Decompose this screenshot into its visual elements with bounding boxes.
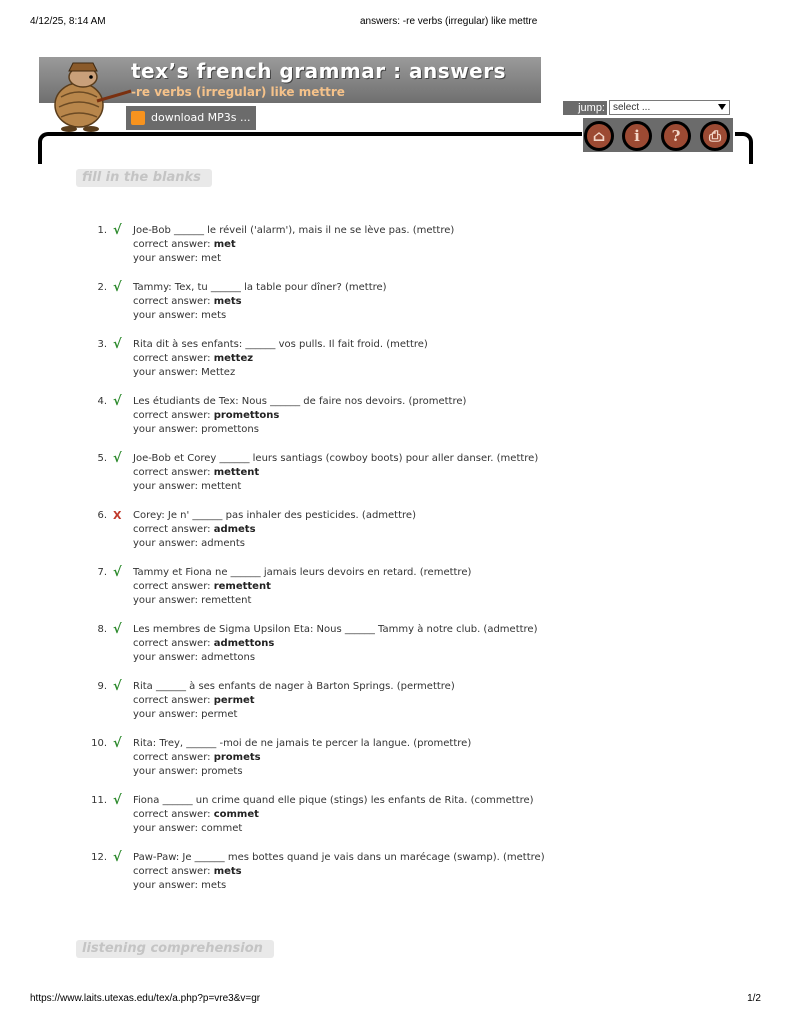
cross-icon: X xyxy=(113,509,122,522)
your-answer: Mettez xyxy=(201,367,236,378)
your-answer: permet xyxy=(201,709,238,720)
question-number: 3. xyxy=(97,339,107,350)
check-icon: √ xyxy=(113,337,122,352)
help-icon[interactable]: ? xyxy=(661,121,691,151)
check-icon: √ xyxy=(113,280,122,295)
correct-answer-line: correct answer: mettent xyxy=(133,467,260,478)
your-answer-line: your answer: adments xyxy=(133,538,246,549)
question-prompt: Rita dit à ses enfants: ______ vos pulls. Il fait froid. (mettre) xyxy=(133,339,428,350)
correct-answer-line: correct answer: commet xyxy=(133,809,259,820)
download-mp3-label: download MP3s ... xyxy=(151,111,251,124)
question-prompt: Joe-Bob ______ le réveil ('alarm'), mais il ne se lève pas. (mettre) xyxy=(133,225,455,236)
list-item xyxy=(80,851,720,908)
list-item xyxy=(80,509,720,566)
question-prompt: Fiona ______ un crime quand elle pique (stings) les enfants de Rita. (commettre) xyxy=(133,795,534,806)
correct-answer: promets xyxy=(213,752,261,763)
correct-answer-line: correct answer: admets xyxy=(133,524,256,535)
correct-answer-line: correct answer: mettez xyxy=(133,353,254,364)
info-icon[interactable]: i xyxy=(622,121,652,151)
question-number: 11. xyxy=(91,795,107,806)
rss-icon xyxy=(131,111,145,125)
your-answer: remettent xyxy=(201,595,252,606)
your-answer-line: your answer: mets xyxy=(133,880,227,891)
your-answer: mettent xyxy=(201,481,242,492)
question-number: 10. xyxy=(91,738,107,749)
list-item xyxy=(80,338,720,395)
jump-label: jump: xyxy=(563,101,607,115)
question-number: 12. xyxy=(91,852,107,863)
your-answer: promettons xyxy=(201,424,259,435)
correct-answer: mets xyxy=(213,866,242,877)
chevron-down-icon xyxy=(718,104,726,110)
list-item xyxy=(80,395,720,452)
check-icon: √ xyxy=(113,622,122,637)
correct-answer-line: correct answer: promets xyxy=(133,752,261,763)
check-icon: √ xyxy=(113,394,122,409)
question-list xyxy=(80,224,720,908)
question-number: 5. xyxy=(97,453,107,464)
list-item xyxy=(80,737,720,794)
armadillo-mascot-icon xyxy=(39,57,134,134)
your-answer-line: your answer: admettons xyxy=(133,652,256,663)
correct-answer-line: correct answer: promettons xyxy=(133,410,280,421)
frame-corner-left xyxy=(38,132,54,164)
list-item xyxy=(80,566,720,623)
your-answer: mets xyxy=(201,310,227,321)
your-answer: mets xyxy=(201,880,227,891)
question-prompt: Tammy: Tex, tu ______ la table pour dîner? (mettre) xyxy=(133,282,387,293)
correct-answer: admettons xyxy=(213,638,275,649)
correct-answer-line: correct answer: mets xyxy=(133,866,242,877)
correct-answer: admets xyxy=(213,524,256,535)
print-header xyxy=(30,16,761,32)
frame-corner-right xyxy=(735,132,753,164)
correct-answer-line: correct answer: admettons xyxy=(133,638,275,649)
your-answer: adments xyxy=(201,538,246,549)
question-prompt: Les membres de Sigma Upsilon Eta: Nous ______ Tammy à notre club. (admettre) xyxy=(133,624,538,635)
print-page-number: 1/2 xyxy=(747,993,761,1004)
your-answer-line: your answer: remettent xyxy=(133,595,252,606)
list-item xyxy=(80,224,720,281)
print-page-title: answers: -re verbs (irregular) like mettre xyxy=(360,16,538,27)
correct-answer: mets xyxy=(213,296,242,307)
question-number: 1. xyxy=(97,225,107,236)
your-answer-line: your answer: met xyxy=(133,253,221,264)
correct-answer-line: correct answer: remettent xyxy=(133,581,271,592)
your-answer-line: your answer: promets xyxy=(133,766,243,777)
question-number: 6. xyxy=(97,510,107,521)
jump-select[interactable] xyxy=(609,100,730,115)
question-prompt: Rita ______ à ses enfants de nager à Barton Springs. (permettre) xyxy=(133,681,455,692)
question-prompt: Joe-Bob et Corey ______ leurs santiags (cowboy boots) pour aller danser. (mettre) xyxy=(133,453,539,464)
correct-answer: promettons xyxy=(213,410,280,421)
your-answer: commet xyxy=(201,823,243,834)
question-prompt: Rita: Trey, ______ -moi de ne jamais te percer la langue. (promettre) xyxy=(133,738,472,749)
question-number: 7. xyxy=(97,567,107,578)
list-item xyxy=(80,452,720,509)
correct-answer: mettez xyxy=(213,353,254,364)
question-prompt: Les étudiants de Tex: Nous ______ de faire nos devoirs. (promettre) xyxy=(133,396,467,407)
correct-answer-line: correct answer: permet xyxy=(133,695,255,706)
check-icon: √ xyxy=(113,223,122,238)
your-answer: promets xyxy=(201,766,243,777)
your-answer-line: your answer: promettons xyxy=(133,424,259,435)
print-url: https://www.laits.utexas.edu/tex/a.php?p=vre3&v=gr xyxy=(30,993,261,1004)
list-item xyxy=(80,623,720,680)
check-icon: √ xyxy=(113,679,122,694)
question-prompt: Corey: Je n' ______ pas inhaler des pesticides. (admettre) xyxy=(133,510,416,521)
page-subtitle: -re verbs (irregular) like mettre xyxy=(131,85,345,99)
list-item xyxy=(80,281,720,338)
your-answer-line: your answer: commet xyxy=(133,823,243,834)
question-prompt: Tammy et Fiona ne ______ jamais leurs devoirs en retard. (remettre) xyxy=(133,567,472,578)
question-number: 4. xyxy=(97,396,107,407)
print-icon[interactable]: ⎙ xyxy=(700,121,730,151)
jump-select-value: select ... xyxy=(613,102,651,113)
correct-answer: remettent xyxy=(213,581,271,592)
check-icon: √ xyxy=(113,565,122,580)
your-answer-line: your answer: mets xyxy=(133,310,227,321)
your-answer-line: your answer: mettent xyxy=(133,481,242,492)
correct-answer: commet xyxy=(213,809,259,820)
correct-answer-line: correct answer: met xyxy=(133,239,236,250)
list-item xyxy=(80,680,720,737)
question-number: 9. xyxy=(97,681,107,692)
site-title: tex’s french grammar : answers xyxy=(131,59,506,83)
correct-answer: mettent xyxy=(213,467,260,478)
your-answer-line: your answer: Mettez xyxy=(133,367,236,378)
question-number: 2. xyxy=(97,282,107,293)
list-item xyxy=(80,794,720,851)
correct-answer-line: correct answer: mets xyxy=(133,296,242,307)
frame-top-line xyxy=(52,132,582,136)
your-answer: met xyxy=(201,253,221,264)
download-mp3-button[interactable] xyxy=(126,106,256,130)
section-listening-comprehension: listening comprehension xyxy=(76,940,274,958)
check-icon: √ xyxy=(113,850,122,865)
check-icon: √ xyxy=(113,451,122,466)
your-answer-line: your answer: permet xyxy=(133,709,238,720)
your-answer: admettons xyxy=(201,652,256,663)
print-datetime: 4/12/25, 8:14 AM xyxy=(30,16,106,27)
check-icon: √ xyxy=(113,793,122,808)
check-icon: √ xyxy=(113,736,122,751)
section-fill-in-the-blanks: fill in the blanks xyxy=(76,169,212,187)
question-number: 8. xyxy=(97,624,107,635)
correct-answer: permet xyxy=(213,695,255,706)
home-icon[interactable]: ⌂ xyxy=(584,121,614,151)
correct-answer: met xyxy=(213,239,236,250)
question-prompt: Paw-Paw: Je ______ mes bottes quand je vais dans un marécage (swamp). (mettre) xyxy=(133,852,545,863)
print-footer xyxy=(30,993,761,1007)
